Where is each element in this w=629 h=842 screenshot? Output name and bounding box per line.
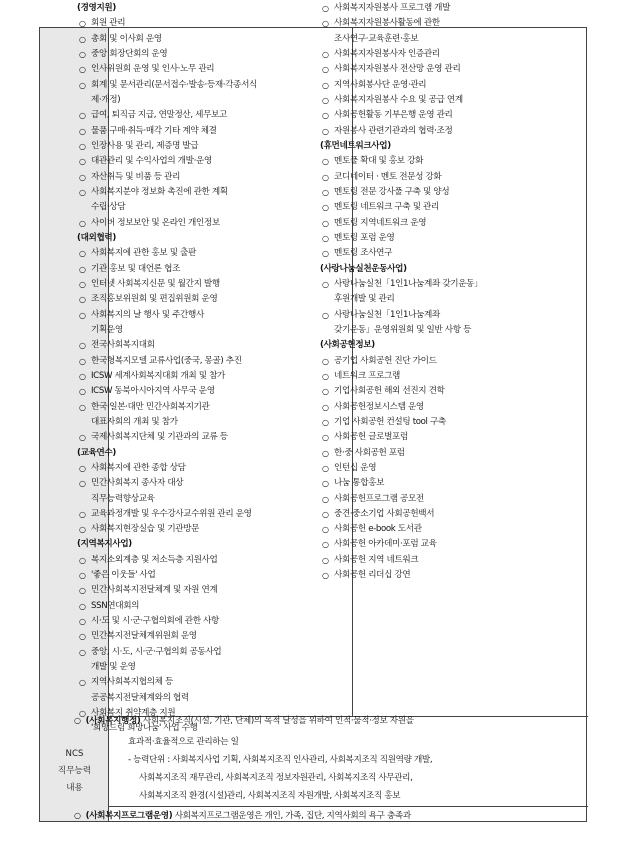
list-item-text: 사회복지자원봉사활동에 관한 <box>334 18 440 29</box>
list-item <box>74 124 310 139</box>
list-item-text: 사회공헌 아카데미·포럼 교육 <box>334 539 437 550</box>
list-item <box>74 246 310 261</box>
list-item-text: ICSW 세계사회복지대회 개최 및 참가 <box>91 370 225 381</box>
bullet-icon: ○ <box>322 540 329 550</box>
list-item-text: 교육과정개발 및 우수강사교수위원 관리 운영 <box>91 508 252 519</box>
list-item <box>74 154 310 169</box>
list-item-text: 시·도 및 시·군·구협의회에 관한 사항 <box>91 616 219 627</box>
bullet-icon: ○ <box>79 187 86 197</box>
list-item <box>317 277 545 292</box>
list-item <box>74 629 310 644</box>
bullet-icon: ○ <box>322 218 329 228</box>
list-item-text: 기업 사회공헌 컨설팅 tool 구축 <box>334 416 446 427</box>
list-item <box>317 185 545 200</box>
list-item-text: 사회공헌활동 기부은행 운영 관리 <box>334 110 453 121</box>
list-item <box>317 415 545 430</box>
bullet-icon: ○ <box>79 218 86 228</box>
bullet-icon: ○ <box>79 509 86 519</box>
list-item <box>317 170 545 185</box>
list-item-text: 회원 관리 <box>91 18 126 29</box>
bullet-icon: ○ <box>322 157 329 167</box>
section-heading: (휴먼네트워크사업) <box>320 140 391 151</box>
bullet-icon: ○ <box>322 356 329 366</box>
bullet-icon: ○ <box>79 264 86 274</box>
ncs-desc-text: 사회복지조직(시설, 기관, 단체)의 목적 달성을 위하여 인적·물적·정보 자원을 <box>140 716 414 726</box>
ncs-label-line1: NCS <box>65 749 84 759</box>
ncs-desc-line2: 효과적·효율적으로 관리하는 일 <box>128 737 239 747</box>
ncs-desc-line4: 사회복지조직 재무관리, 사회복지조직 정보자원관리, 사회복지조직 사무관리, <box>139 773 413 783</box>
list-item <box>74 507 310 522</box>
bullet-icon: ○ <box>79 111 86 121</box>
list-item <box>317 476 545 491</box>
section-heading: (대외협력) <box>77 232 116 243</box>
list-item-continuation: '희망드림 희망나눔' 사업 수행 <box>91 723 198 734</box>
bullet-icon: ○ <box>79 387 86 397</box>
list-item-text: 자산취득 및 비품 등 관리 <box>91 171 181 182</box>
ncs-section-title: (사회복지행정) <box>85 716 141 726</box>
ncs-desc-text-2: 사회복지프로그램운영은 개인, 가족, 집단, 지역사회의 욕구 충족과 <box>172 811 411 821</box>
list-item <box>317 522 545 537</box>
list-item <box>317 93 545 108</box>
bullet-icon: ○ <box>79 157 86 167</box>
list-item <box>317 200 545 215</box>
list-item-text: 멘토링 전문 강사풀 구축 및 양성 <box>334 186 450 197</box>
list-item <box>317 16 545 31</box>
bullet-icon: ○ <box>79 356 86 366</box>
bullet-icon: ○ <box>322 371 329 381</box>
list-item-text: 사회복지자원봉사 프로그램 개발 <box>334 3 451 13</box>
list-item-text: 지역사회복지협의체 등 <box>91 677 173 688</box>
list-item-continuation: 대표자회의 개최 및 참가 <box>91 416 178 427</box>
bullet-icon: ○ <box>79 601 86 611</box>
ncs-label-line2: 직무능력 <box>57 766 92 776</box>
list-item-text: 중앙 회장단회의 운영 <box>91 48 168 59</box>
list-item <box>74 599 310 614</box>
list-item <box>317 354 545 369</box>
list-item-text: 인턴십 운영 <box>334 462 377 473</box>
ncs-label <box>40 746 109 797</box>
list-item-text: 멘토풀 확대 및 홍보 강화 <box>334 156 424 167</box>
list-item <box>317 47 545 62</box>
bullet-icon: ○ <box>79 371 86 381</box>
list-item <box>74 369 310 384</box>
right-task-list <box>317 1 545 583</box>
list-item <box>317 384 545 399</box>
bullet-icon: ○ <box>79 295 86 305</box>
bullet-icon: ○ <box>322 555 329 565</box>
list-item <box>74 476 310 491</box>
list-item <box>74 139 310 154</box>
list-item-text: 공기업 사회공헌 진단 가이드 <box>334 355 437 366</box>
list-item <box>74 32 310 47</box>
section-heading: (지역복지사업) <box>77 539 132 550</box>
bullet-icon: ○ <box>322 65 329 75</box>
list-item-text: 멘토링 조사연구 <box>334 248 393 259</box>
list-item-text: 사회복지 취약계층 지원 <box>91 708 176 719</box>
bullet-icon: ○ <box>79 141 86 151</box>
list-item-text: 사이버 정보보안 및 온라인 개인정보 <box>91 217 220 228</box>
list-item <box>74 400 310 415</box>
bullet-icon: ○ <box>79 433 86 443</box>
list-item-text: 중견·중소기업 사회공헌백서 <box>334 508 435 519</box>
list-item-continuation: 개발 및 운영 <box>91 662 136 673</box>
list-item-text: 대관관리 및 수익사업의 개발·운영 <box>91 156 212 167</box>
bullet-icon: ○ <box>322 463 329 473</box>
list-item-text: 한국형복지모델 교류사업(중국, 몽골) 추진 <box>91 355 242 366</box>
list-item-text: 사회복지자원봉사 수요 및 공급 연계 <box>334 94 463 105</box>
list-item-text: 기업사회공헌 해외 선진지 견학 <box>334 386 445 397</box>
list-item-text: 사회공헌 글로벌포럼 <box>334 432 408 443</box>
bullet-icon: ○ <box>322 448 329 458</box>
list-item-text: 나눔 통합홍보 <box>334 478 385 489</box>
bullet-icon: ○ <box>322 203 329 213</box>
list-item <box>317 78 545 93</box>
bullet-icon: ○ <box>74 716 81 725</box>
list-item <box>74 78 310 93</box>
list-item <box>317 400 545 415</box>
list-item-text: 중앙, 시·도, 시·군·구협의회 공동사업 <box>91 646 222 657</box>
bullet-icon: ○ <box>322 402 329 412</box>
bullet-icon: ○ <box>79 463 86 473</box>
list-item <box>317 1 545 16</box>
list-item-text: 멘토링 포럼 운영 <box>334 232 395 243</box>
list-item-text: 코디네이터 · 멘토 전문성 강화 <box>334 171 442 182</box>
list-item <box>317 492 545 507</box>
bullet-icon: ○ <box>79 617 86 627</box>
list-item <box>74 170 310 185</box>
list-item-text: 사회복지현장실습 및 기관방문 <box>91 524 200 535</box>
list-item <box>74 568 310 583</box>
bullet-icon: ○ <box>74 811 81 820</box>
list-item-text: 사회복지에 관한 종합 상담 <box>91 462 186 473</box>
list-item <box>74 553 310 568</box>
bullet-icon: ○ <box>322 494 329 504</box>
list-item <box>74 384 310 399</box>
bullet-icon: ○ <box>322 172 329 182</box>
list-item-text: 민간복지전달체계위원회 운영 <box>91 631 197 642</box>
bullet-icon: ○ <box>322 387 329 397</box>
bullet-icon: ○ <box>322 433 329 443</box>
list-item <box>317 507 545 522</box>
list-item <box>74 185 310 200</box>
list-item-text: 복지소외계층 및 저소득층 지원사업 <box>91 554 218 565</box>
bullet-icon: ○ <box>322 19 329 29</box>
list-item-text: 자원봉사 관련기관과의 협력·조정 <box>334 125 453 136</box>
list-item <box>74 47 310 62</box>
list-item-text: 사회공헌 지역 네트워크 <box>334 554 419 565</box>
list-item-text: 민간사회복지 종사자 대상 <box>91 478 184 489</box>
list-item <box>74 583 310 598</box>
bullet-icon: ○ <box>322 233 329 243</box>
bullet-icon: ○ <box>322 249 329 259</box>
bullet-icon: ○ <box>79 49 86 59</box>
list-item <box>74 430 310 445</box>
list-item-text: 사회공헌 리더십 강연 <box>334 570 411 581</box>
section-heading: (사랑나눔실천운동사업) <box>320 263 407 274</box>
list-item <box>317 62 545 77</box>
list-item <box>74 675 310 690</box>
list-item <box>74 216 310 231</box>
list-item-continuation: 갖기운동」운영위원회 및 일반 사항 등 <box>334 324 472 335</box>
bullet-icon: ○ <box>79 19 86 29</box>
list-item <box>317 124 545 139</box>
list-item <box>317 154 545 169</box>
list-item-text: 전국사회복지대회 <box>91 340 155 351</box>
list-item-text: 사회복지의 날 행사 및 주간행사 <box>91 309 204 320</box>
list-item-continuation: 수립·상담 <box>91 202 126 213</box>
bullet-icon: ○ <box>79 172 86 182</box>
bullet-icon: ○ <box>79 249 86 259</box>
list-item-text: 인장사용 및 관리, 제증명 발급 <box>91 140 199 151</box>
ncs-section-title-2: (사회복지프로그램운영) <box>85 811 173 821</box>
bullet-icon: ○ <box>322 95 329 105</box>
row-divider-2 <box>109 806 588 807</box>
list-item <box>74 108 310 123</box>
ncs-desc-line6 <box>74 809 544 821</box>
bullet-icon: ○ <box>322 111 329 121</box>
bullet-icon: ○ <box>322 126 329 136</box>
list-item <box>74 645 310 660</box>
list-item-text: 회계 및 문서관리(문서접수·발송·등재·각종서식 <box>91 79 257 90</box>
list-item <box>74 614 310 629</box>
list-item-text: 사회공헌 e-book 도서관 <box>334 524 422 535</box>
ncs-desc-line5: 사회복지조직 환경(시설)관리, 사회복지조직 자원개발, 사회복지조직 홍보 <box>139 791 401 801</box>
list-item-continuation: 직무능력향상교육 <box>91 493 155 504</box>
bullet-icon: ○ <box>322 417 329 427</box>
bullet-icon: ○ <box>79 341 86 351</box>
bullet-icon: ○ <box>322 187 329 197</box>
list-item-text: 국제사회복지단체 및 기관과의 교류 등 <box>91 432 228 443</box>
list-item <box>317 108 545 123</box>
list-item-text: 한·중 사회공헌 포럼 <box>334 447 405 458</box>
bullet-icon: ○ <box>79 402 86 412</box>
bullet-icon: ○ <box>79 647 86 657</box>
section-heading: (경영지원) <box>77 3 116 13</box>
list-item-text: 사회공헌프로그램 공모전 <box>334 493 424 504</box>
list-item-text: 사회복지분야 정보화 촉진에 관한 계획 <box>91 186 228 197</box>
list-item-text: 총회 및 이사회 운영 <box>91 33 162 44</box>
list-item-text: 인터넷 사회복지신문 및 월간지 발행 <box>91 278 220 289</box>
list-item <box>74 292 310 307</box>
list-item <box>74 522 310 537</box>
bullet-icon: ○ <box>322 49 329 59</box>
bullet-icon: ○ <box>79 65 86 75</box>
bullet-icon: ○ <box>79 525 86 535</box>
bullet-icon: ○ <box>79 555 86 565</box>
ncs-label-line3: 내용 <box>66 783 83 793</box>
list-item <box>317 246 545 261</box>
list-item-text: 사회복지자원봉사 전산망 운영 관리 <box>334 64 461 75</box>
list-item-text: 사회복지에 관한 홍보 및 출판 <box>91 248 196 259</box>
list-item <box>74 354 310 369</box>
list-item <box>317 537 545 552</box>
list-item-text: 물품 구매·취득·매각 기타 계약 체결 <box>91 125 217 136</box>
list-item <box>317 231 545 246</box>
bullet-icon: ○ <box>322 4 329 13</box>
list-item-text: 조직홍보위원회 및 편집위원회 운영 <box>91 294 218 305</box>
bullet-icon: ○ <box>79 571 86 581</box>
bullet-icon: ○ <box>79 678 86 688</box>
list-item-text: ICSW 동북아시아지역 사무국 운영 <box>91 386 215 397</box>
bullet-icon: ○ <box>79 80 86 90</box>
list-item <box>74 461 310 476</box>
list-item <box>74 16 310 31</box>
list-item-continuation: 후원개발 및 관리 <box>334 294 395 305</box>
list-item-continuation: 조사연구·교육훈련·홍보 <box>334 33 419 44</box>
bullet-icon: ○ <box>79 632 86 642</box>
list-item-text: '좋은 이웃들' 사업 <box>91 570 156 581</box>
list-item <box>317 430 545 445</box>
left-task-list <box>74 1 310 737</box>
list-item-continuation: 기획운영 <box>91 324 123 335</box>
list-item <box>317 568 545 583</box>
bullet-icon: ○ <box>79 586 86 596</box>
list-item-text: 인사위원회 운영 및 인사·노무 관리 <box>91 64 215 75</box>
list-item <box>74 308 310 323</box>
bullet-icon: ○ <box>322 279 329 289</box>
list-item-text: 사랑나눔실천「1인1나눔계좌 <box>334 309 440 320</box>
list-item-text: SSN연대회의 <box>91 600 140 611</box>
list-item-text: 멘토링 지역네트워크 운영 <box>334 217 427 228</box>
list-item-text: 한국·일본·대만 민간사회복지기관 <box>91 401 210 412</box>
list-item <box>317 461 545 476</box>
bullet-icon: ○ <box>79 310 86 320</box>
bullet-icon: ○ <box>79 709 86 719</box>
list-item-text: 멘토링 네트워크 구축 및 관리 <box>334 202 439 213</box>
bullet-icon: ○ <box>79 34 86 44</box>
list-item <box>74 62 310 77</box>
ncs-desc-line1 <box>74 714 544 726</box>
bullet-icon: ○ <box>322 571 329 581</box>
list-item-continuation: 제·개정) <box>91 94 121 105</box>
bullet-icon: ○ <box>322 479 329 489</box>
list-item <box>317 369 545 384</box>
list-item-continuation: 공공복지전달체계와의 협력 <box>91 692 189 703</box>
bullet-icon: ○ <box>322 80 329 90</box>
list-item-text: 사회공헌정보시스템 운영 <box>334 401 424 412</box>
list-item-text: 사회복지자원봉사자 인증관리 <box>334 48 440 59</box>
bullet-icon: ○ <box>79 479 86 489</box>
section-heading: (교육연수) <box>77 447 116 458</box>
bullet-icon: ○ <box>79 279 86 289</box>
bullet-icon: ○ <box>322 310 329 320</box>
bullet-icon: ○ <box>79 126 86 136</box>
list-item-text: 지역사회봉사단 운영·관리 <box>334 79 427 90</box>
list-item-text: 급여, 퇴직금 지급, 연말정산, 세무보고 <box>91 110 227 121</box>
list-item <box>317 553 545 568</box>
list-item-text: 민간사회복지전달체계 및 자원 연계 <box>91 585 218 596</box>
list-item <box>317 446 545 461</box>
section-heading: (사회공헌정보) <box>320 340 375 351</box>
bullet-icon: ○ <box>322 509 329 519</box>
list-item-text: 사랑나눔실천「1인1나눔계좌 갖기운동」 <box>334 278 483 289</box>
bullet-icon: ○ <box>322 525 329 535</box>
list-item <box>74 277 310 292</box>
ncs-desc-line3: - 능력단위 : 사회복지사업 기획, 사회복지조직 인사관리, 사회복지조직 직원역량 개발, <box>128 755 433 765</box>
list-item <box>74 262 310 277</box>
list-item <box>317 216 545 231</box>
list-item <box>74 338 310 353</box>
list-item <box>317 308 545 323</box>
list-item-text: 기관 홍보 및 대언론 협조 <box>91 263 181 274</box>
list-item-text: 네트워크 프로그램 <box>334 370 400 381</box>
